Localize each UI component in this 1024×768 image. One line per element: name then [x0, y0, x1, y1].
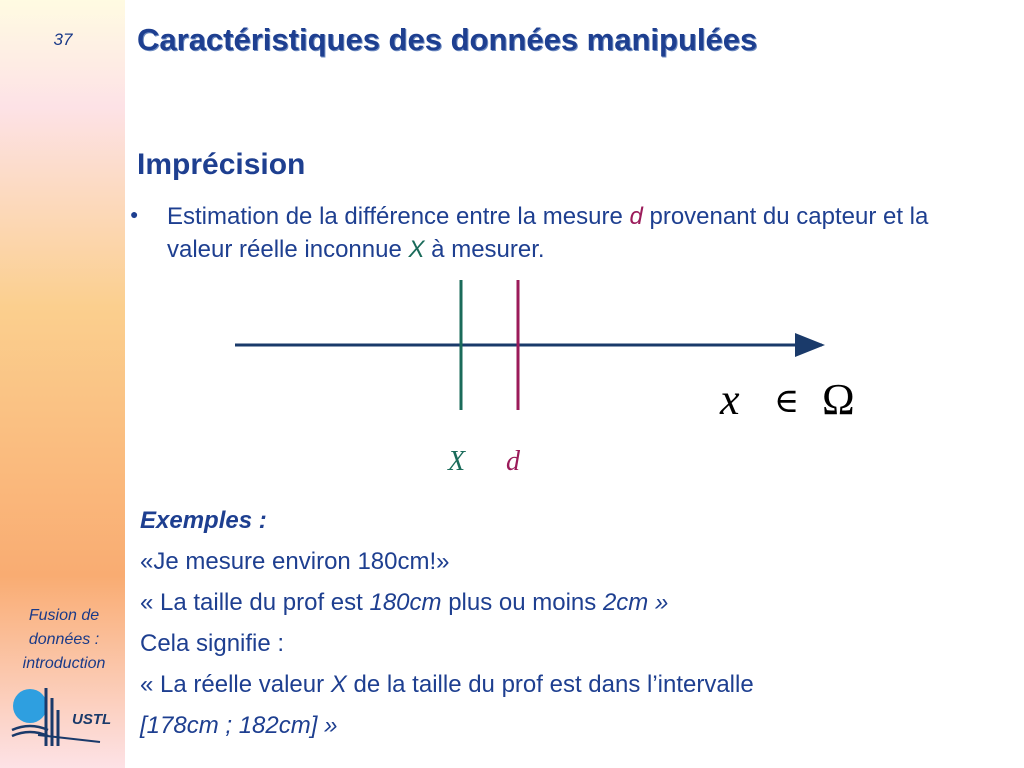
- example-line-4-c: de la taille du prof est dans l’intervalle: [346, 671, 754, 698]
- example-line-4: [140, 668, 1000, 709]
- example-line-4-a: « La réelle valeur: [140, 671, 331, 698]
- label-X: X: [448, 446, 466, 477]
- caption-line-1: Fusion de: [28, 607, 100, 624]
- caption-line-2: données :: [28, 631, 100, 648]
- measurement-diagram: [0, 270, 1024, 490]
- examples-heading: Exemples :: [140, 507, 267, 534]
- bullet-part-1: Estimation de la différence entre la mesure: [167, 203, 630, 230]
- footer-caption: [6, 604, 122, 676]
- bullet-dot-icon: ●: [130, 206, 139, 222]
- label-d: d: [506, 446, 520, 477]
- formula-x: x: [720, 375, 740, 424]
- logo-text: USTL: [72, 711, 112, 728]
- slide-title: Caractéristiques des données manipulées: [137, 22, 758, 57]
- example-line-1: «Je mesure environ 180cm!»: [140, 548, 450, 575]
- bullet-X: X: [408, 236, 425, 263]
- bullet-part-2: provenant du capteur et la valeur réelle inconnue: [167, 203, 929, 263]
- example-line-4-b: X: [330, 671, 347, 698]
- formula-omega: Ω: [822, 375, 855, 424]
- bullet-text: [167, 200, 937, 266]
- ustl-logo: [10, 680, 120, 750]
- caption-line-3: introduction: [22, 655, 106, 672]
- example-line-2-a: « La taille du prof est: [140, 589, 370, 616]
- bullet-d: d: [629, 203, 643, 230]
- page-number: 37: [53, 30, 73, 49]
- examples-block: [140, 504, 1000, 750]
- example-line-5: [178cm ; 182cm] »: [140, 712, 338, 739]
- example-line-3: Cela signifie :: [140, 630, 285, 657]
- formula-element-of: ∈: [774, 381, 800, 421]
- example-line-2: [140, 586, 1000, 627]
- section-heading: Imprécision: [137, 148, 306, 181]
- example-line-2-d: 2cm »: [602, 589, 669, 616]
- example-line-2-c: plus ou moins: [441, 589, 603, 616]
- bullet-part-3: à mesurer.: [424, 236, 545, 263]
- example-line-2-b: 180cm: [369, 589, 442, 616]
